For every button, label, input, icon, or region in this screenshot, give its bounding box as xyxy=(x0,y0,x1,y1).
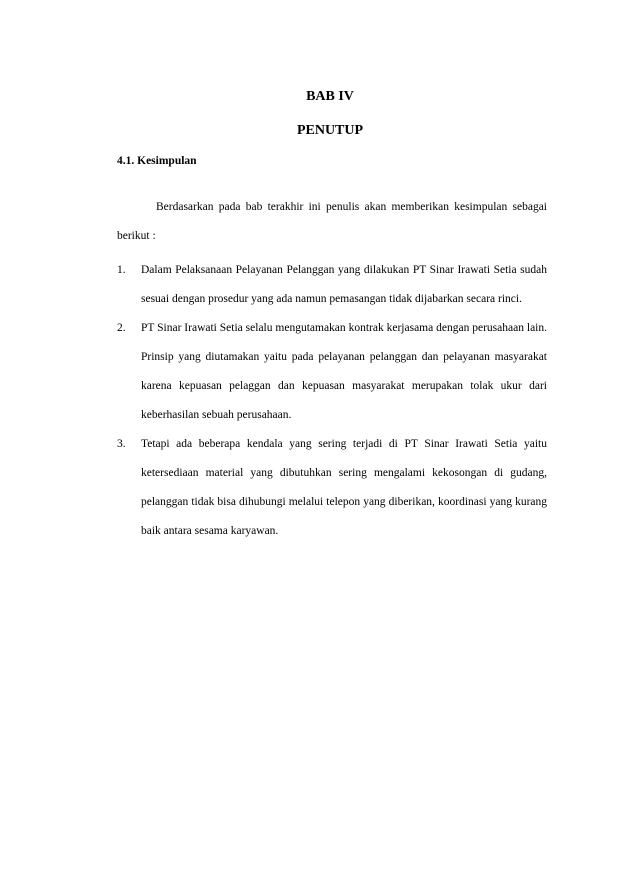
chapter-title: PENUTUP xyxy=(296,123,364,138)
conclusion-list xyxy=(117,256,547,546)
chapter-label: BAB IV xyxy=(306,89,354,104)
list-item-number: 1. xyxy=(117,264,126,276)
list-item-text: PT Sinar Irawati Setia selalu mengutamakan kontrak kerjasama dengan perusahaan lain. Prinsip yang diutamakan yaitu pada pelayanan pelanggan dan pelayanan masyarakat karena kepuasan pelaggan dan kepuasan masyarakat merupakan tolak ukur dari keberhasilan sebuah perusahaan. xyxy=(141,322,547,421)
list-item xyxy=(117,256,547,314)
section-heading: 4.1. Kesimpulan xyxy=(117,155,197,167)
intro-paragraph: Berdasarkan pada bab terakhir ini penulis akan memberikan kesimpulan sebagai berikut : xyxy=(117,201,547,242)
list-item-number: 2. xyxy=(117,322,126,334)
list-item xyxy=(117,430,547,546)
list-item-text: Tetapi ada beberapa kendala yang sering terjadi di PT Sinar Irawati Setia yaitu ketersediaan material yang dibutuhkan sering mengalami kekosongan di gudang, pelanggan tidak bisa dihubungi melalui telepon yang diberikan, koordinasi yang kurang baik antara sesama karyawan. xyxy=(141,438,547,537)
list-item xyxy=(117,314,547,430)
list-item-number: 3. xyxy=(117,438,126,450)
list-item-text: Dalam Pelaksanaan Pelayanan Pelanggan yang dilakukan PT Sinar Irawati Setia sudah sesuai dengan prosedur yang ada namun pemasangan tidak dijabarkan secara rinci. xyxy=(141,264,547,305)
